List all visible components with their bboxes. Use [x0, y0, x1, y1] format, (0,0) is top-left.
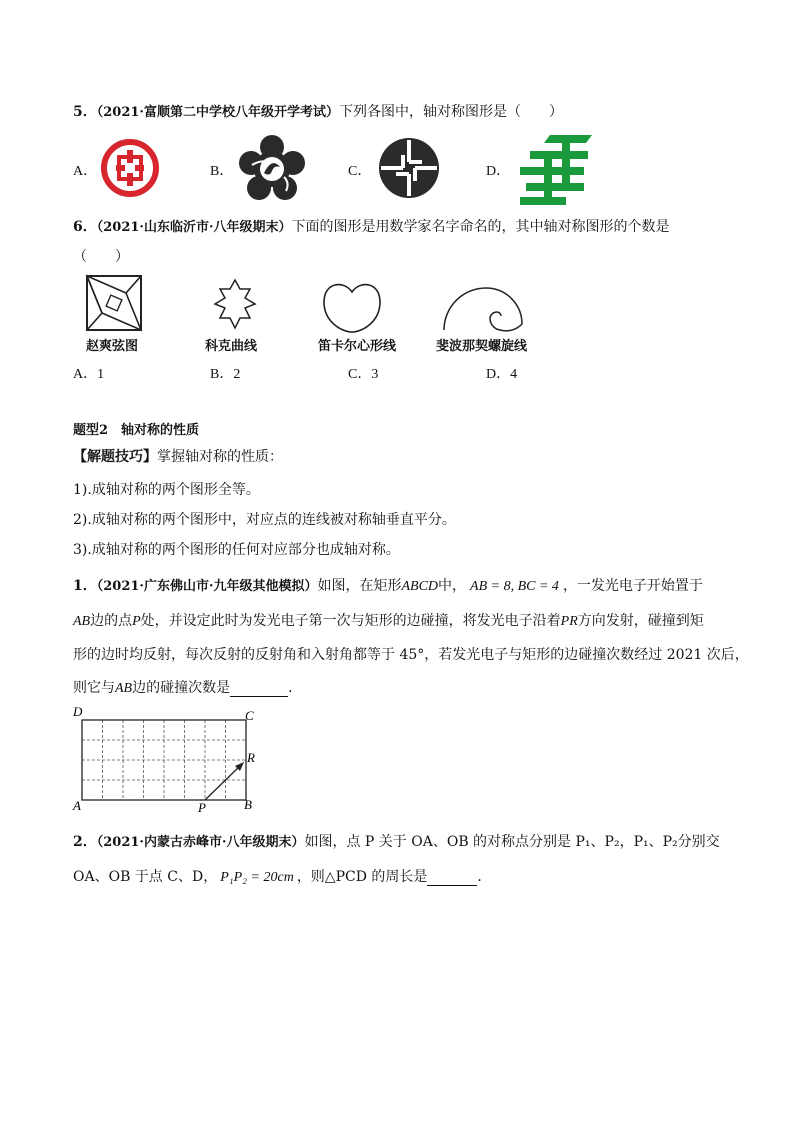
p2-text-2a: OA、OB 于点 C、D， [73, 869, 218, 885]
q5-stem: 下列各图中，轴对称图形是（ ） [338, 104, 563, 120]
property-2: 2).成轴对称的两个图形中，对应点的连线被对称轴垂直平分。 [73, 512, 456, 528]
q6-number: 6． [73, 219, 97, 235]
label-b: B [244, 797, 252, 812]
solution-tip [73, 446, 283, 466]
q5-option-c[interactable]: C． [348, 164, 372, 179]
zhao-shuang-figure [86, 275, 142, 331]
rectangle-grid-figure [72, 704, 272, 814]
caption-koch: 科克曲线 [205, 339, 258, 354]
p1-ab-1: AB [73, 614, 91, 629]
q6-source: （2021·山东临沂市·八年级期末） [96, 220, 292, 235]
p1-rect-name: ABCD [401, 579, 439, 594]
p2-number: 2． [73, 834, 97, 850]
pinwheel-disc-icon [378, 137, 440, 199]
q5-number: 5． [73, 104, 97, 120]
p1-text-4a: 则它与 [73, 680, 115, 696]
caption-fibonacci: 斐波那契螺旋线 [436, 339, 528, 354]
p1-line4 [73, 677, 302, 697]
q6-option-b[interactable]: B．2 [210, 367, 241, 382]
label-c: C [245, 708, 254, 723]
q6-option-a[interactable]: A．1 [73, 367, 105, 382]
section-title: 题型2 轴对称的性质 [73, 423, 200, 438]
q6-paren: （ ） [73, 249, 129, 265]
p1-answer-blank[interactable] [230, 680, 288, 697]
p2-formula: P₁P₂ = 20cm [220, 870, 294, 885]
p1-text-4c: 边的碰撞次数是 [132, 680, 231, 696]
p1-text-1b: 中， [438, 578, 467, 594]
p1-ab-2: AB [115, 681, 133, 696]
q5-option-b[interactable]: B． [210, 164, 234, 179]
property-1: 1).成轴对称的两个图形全等。 [73, 482, 260, 498]
p1-pr: PR [560, 614, 578, 629]
p2-source: （2021·内蒙古赤峰市·八年级期末） [96, 835, 305, 850]
p1-text-2b: 边的点 [90, 613, 133, 629]
p1-line2 [73, 610, 704, 630]
p1-point-p: P [132, 614, 141, 629]
fibonacci-spiral-figure [440, 284, 530, 332]
label-p: P [198, 800, 206, 815]
label-a: A [73, 798, 81, 813]
caption-zhao-shuang: 赵爽弦图 [86, 339, 139, 354]
bank-logo-icon [100, 138, 160, 198]
q5-source: （2021·富顺第二中学校八年级开学考试） [96, 105, 339, 120]
p2-text-2b: ，则△PCD 的周长是 [296, 869, 428, 885]
p1-text-4d: ． [288, 680, 303, 696]
p2-text-1: 如图，点 P 关于 OA、OB 的对称点分别是 P₁、P₂，P₁、P₂分别交 [304, 834, 720, 850]
koch-curve-figure [207, 278, 263, 334]
p1-text-2f: 方向发射，碰撞到矩 [577, 613, 704, 629]
p2-line1 [73, 831, 720, 851]
p2-line2 [73, 866, 491, 886]
property-3: 3).成轴对称的两个图形的任何对应部分也成轴对称。 [73, 542, 400, 558]
p1-text-1c: ，一发光电子开始置于 [562, 578, 703, 594]
cardioid-figure [322, 278, 382, 336]
p1-source: （2021·广东佛山市·九年级其他模拟） [96, 579, 318, 594]
tip-text: 掌握轴对称的性质： [157, 449, 283, 465]
q6-line [73, 216, 669, 236]
p1-number: 1． [73, 578, 97, 594]
caption-cardioid: 笛卡尔心形线 [318, 339, 397, 354]
flower-logo-icon [240, 137, 304, 201]
p1-text-1: 如图，在矩形 [317, 578, 402, 594]
p1-text-2d: 处，并设定此时为发光电子第一次与矩形的边碰撞，将发光电子沿着 [140, 613, 561, 629]
p1-condition: AB = 8, BC = 4 [470, 579, 559, 594]
q6-stem: 下面的图形是用数学家名字命名的，其中轴对称图形的个数是 [291, 219, 670, 235]
post-logo-icon [520, 133, 594, 205]
q5-line [73, 101, 563, 121]
label-r: R [247, 750, 255, 765]
q5-option-a[interactable]: A． [73, 164, 98, 179]
q6-option-c[interactable]: C．3 [348, 367, 379, 382]
q5-option-d[interactable]: D． [486, 164, 511, 179]
p1-line1 [73, 575, 703, 595]
label-d: D [73, 704, 83, 719]
q6-option-d[interactable]: D．4 [486, 367, 518, 382]
p2-answer-blank[interactable] [427, 869, 477, 886]
p1-line3: 形的边时均反射，每次反射的反射角和入射角都等于 45°，若发光电子与矩形的边碰撞次数经过 2021 次后， [73, 647, 749, 663]
tip-label: 【解题技巧】 [73, 449, 157, 465]
p2-text-2c: ． [477, 869, 492, 885]
